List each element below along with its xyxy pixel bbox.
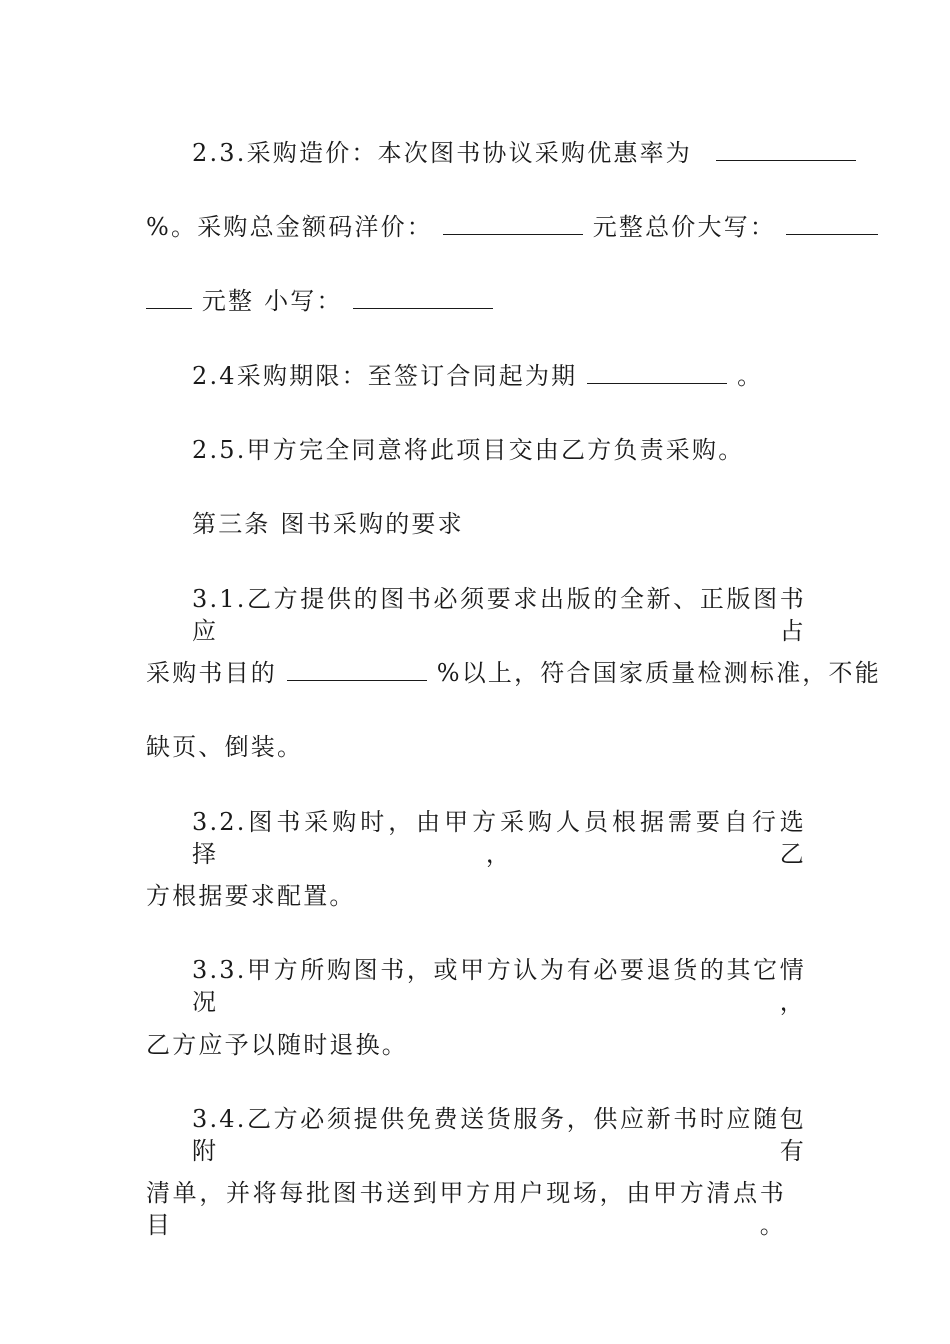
clause-3-4-line-2: 清单，并将每批图书送到甲方用户现场，由甲方清点书目。 — [146, 1179, 786, 1239]
article-3-heading: 第三条 图书采购的要求 — [192, 510, 464, 538]
total-amount-blank[interactable] — [443, 212, 583, 235]
clause-3-1-line-2: 采购书目的 %以上，符合国家质量检测标准，不能 — [146, 659, 881, 687]
clause-3-2-line-2: 方根据要求配置。 — [146, 882, 356, 910]
clause-3-3-line-2: 乙方应予以随时退换。 — [146, 1031, 408, 1059]
discount-rate-blank[interactable] — [716, 138, 856, 161]
procurement-period-blank[interactable] — [587, 361, 727, 384]
amount-in-words-blank[interactable] — [786, 212, 878, 235]
clause-2-3-line-1 — [192, 137, 806, 169]
percentage-blank[interactable] — [287, 658, 427, 681]
clause-3-1-line-3: 缺页、倒装。 — [146, 733, 304, 761]
clause-2-4: 2.4采购期限：至签订合同起为期 。 — [192, 362, 764, 390]
clause-2-5: 2.5.甲方完全同意将此项目交由乙方负责采购。 — [192, 436, 745, 464]
amount-in-figures-blank[interactable] — [353, 286, 493, 309]
clause-3-2-line-1: 3.2.图书采购时，由甲方采购人员根据需要自行选择，乙 — [192, 808, 806, 868]
clause-3-4-line-1: 3.4.乙方必须提供免费送货服务，供应新书时应随包附有 — [192, 1105, 806, 1165]
clause-3-1-line-1: 3.1.乙方提供的图书必须要求出版的全新、正版图书应占 — [192, 585, 806, 645]
clause-2-3-line-3: 元整 小写： — [146, 285, 806, 317]
amount-in-words-blank-cont[interactable] — [146, 286, 192, 309]
clause-3-3-line-1: 3.3.甲方所购图书，或甲方认为有必要退货的其它情况， — [192, 956, 806, 1016]
clause-2-3-text: 2.3.采购造价：本次图书协议采购优惠率为 — [192, 139, 692, 167]
clause-2-3-line-2: %。采购总金额码洋价： 元整总价大写： — [146, 211, 806, 243]
